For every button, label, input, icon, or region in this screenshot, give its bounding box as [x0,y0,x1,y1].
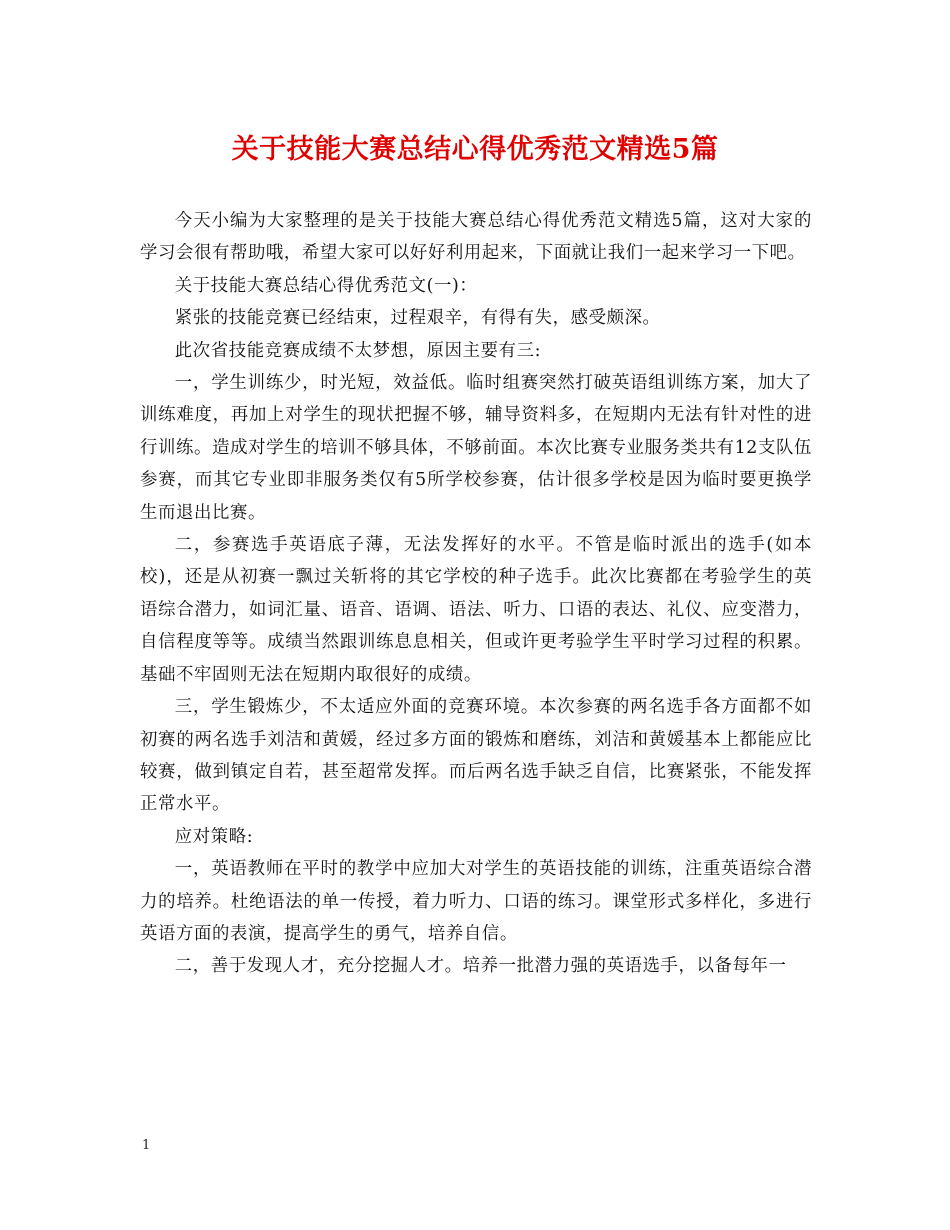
paragraph-reason-two: 二，参赛选手英语底子薄，无法发挥好的水平。不管是临时派出的选手(如本校)，还是从初赛一飘过关斩将的其它学校的种子选手。此次比赛都在考验学生的英语综合潜力，如词汇量、语音、语调、语法、听力、口语的表达、礼仪、应变潜力，自信程度等等。成绩当然跟训练息息相关，但或许更考验学生平时学习过程的积累。基础不牢固则无法在短期内取很好的成绩。 [140,535,812,685]
paragraph-opening: 紧张的技能竞赛已经结束，过程艰辛，有得有失，感受颇深。 [174,308,661,329]
paragraph-strategy-heading: 应对策略: [174,826,254,847]
paragraph-reasons-intro: 此次省技能竞赛成绩不太梦想，原因主要有三: [174,340,542,361]
paragraph-strategy-two: 二，善于发现人才，充分挖掘人才。培养一批潜力强的英语选手，以备每年一 [174,956,787,977]
paragraph-essay-heading: 关于技能大赛总结心得优秀范文(一)： [174,275,478,296]
page-number: 1 [142,1138,151,1153]
document-title: 关于技能大赛总结心得优秀范文精选5篇 [231,134,719,165]
paragraph-strategy-one: 一，英语教师在平时的教学中应加大对学生的英语技能的训练，注重英语综合潜力的培养。杜绝语法的单一传授，着力听力、口语的练习。课堂形式多样化，多进行英语方面的表演，提高学生的勇气，培养自信。 [140,859,812,944]
paragraph-reason-one: 一，学生训练少，时光短，效益低。临时组赛突然打破英语组训练方案，加大了训练难度，再加上对学生的现状把握不够，辅导资料多，在短期内无法有针对性的进行训练。造成对学生的培训不够具体，不够前面。本次比赛专业服务类共有12支队伍参赛，而其它专业即非服务类仅有5所学校参赛，估计很多学校是因为临时要更换学生而退出比赛。 [140,373,812,523]
paragraph-intro: 今天小编为大家整理的是关于技能大赛总结心得优秀范文精选5篇，这对大家的学习会很有帮助哦，希望大家可以好好利用起来，下面就让我们一起来学习一下吧。 [140,211,812,264]
document-body [140,205,812,983]
paragraph-reason-three: 三，学生锻炼少，不太适应外面的竞赛环境。本次参赛的两名选手各方面都不如初赛的两名选手刘洁和黄媛，经过多方面的锻炼和磨练，刘洁和黄媛基本上都能应比较赛，做到镇定自若，甚至超常发挥。而后两名选手缺乏自信，比赛紧张，不能发挥正常水平。 [140,697,812,815]
